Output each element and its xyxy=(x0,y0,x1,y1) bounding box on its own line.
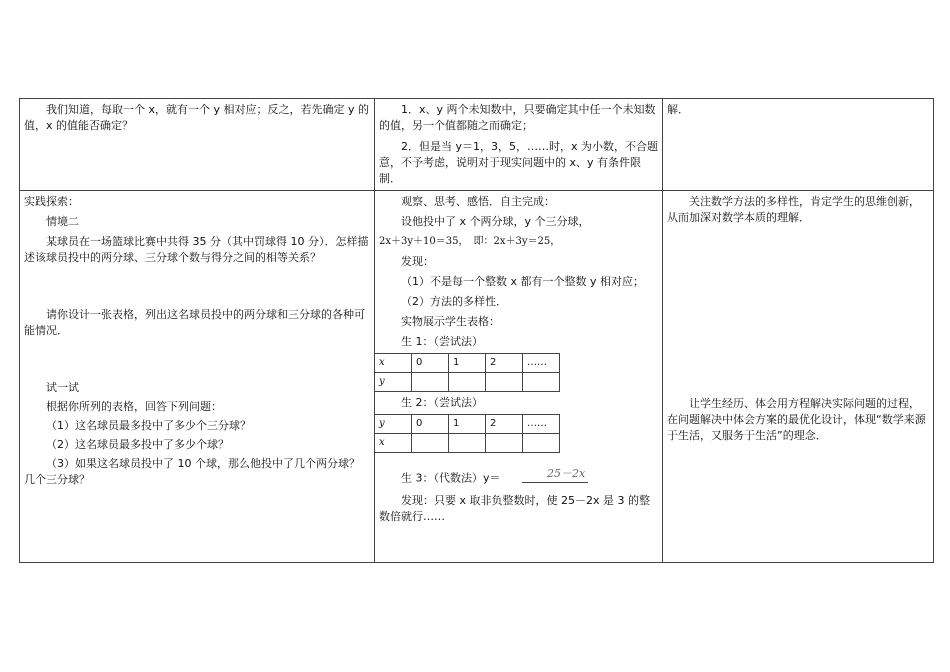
analysis-point-2: 2．但是当 y＝1，3，5，……时，x 为小数，不合题意，不予考虑，说明对于现实问题中的 x、y 有条件限制． xyxy=(379,140,659,185)
intent-paragraph-1: 关注数学方法的多样性，肯定学生的思维创新，从而加深对数学本质的理解． xyxy=(667,195,920,224)
question-2: （2）这名球员最多投中了多少个球？ xyxy=(46,438,229,451)
row2-activity-cell xyxy=(20,191,375,563)
table-cell xyxy=(412,373,449,392)
fraction-numerator: 25－2x xyxy=(522,466,588,483)
table-cell xyxy=(486,373,523,392)
fraction-denominator xyxy=(522,483,588,491)
table-cell xyxy=(486,434,523,453)
row1-intent-cell xyxy=(663,99,934,191)
table-cell: 1 xyxy=(449,415,486,434)
analysis-point-1: 1．x、y 两个未知数中，只要确定其中任一个未知数的值，另一个值都随之而确定； xyxy=(379,103,656,132)
student-3-line xyxy=(379,466,658,491)
finding-2: （2）方法的多样性． xyxy=(401,295,507,308)
table-cell xyxy=(412,434,449,453)
fraction xyxy=(522,466,588,491)
table-cell xyxy=(449,373,486,392)
intent-paragraph-2: 让学生经历、体会用方程解决实际问题的过程，在问题解决中体会方案的最优化设计，体现“数学来源于生活，又服务于生活”的理念． xyxy=(667,397,926,442)
table-cell: y xyxy=(375,373,412,392)
table-cell: x xyxy=(375,354,412,373)
table-cell: y xyxy=(375,415,412,434)
student-2-table-row-1 xyxy=(375,415,560,434)
scenario-title: 情境二 xyxy=(46,215,79,228)
table-cell xyxy=(523,373,560,392)
table-cell: x xyxy=(375,434,412,453)
table-cell xyxy=(449,434,486,453)
try-intro: 根据你所列的表格，回答下列问题： xyxy=(46,400,222,413)
student-2-table xyxy=(374,414,560,453)
table-cell: …… xyxy=(523,354,560,373)
student-1-table-row-2 xyxy=(375,373,560,392)
student-3-label: 生 3：（代数法）y＝ xyxy=(401,471,501,485)
section-heading: 实践探索： xyxy=(24,195,79,208)
finding-1: （1）不是每一个整数 x 都有一个整数 y 相对应； xyxy=(401,275,645,288)
discovery-label: 发现： xyxy=(401,255,434,268)
student-1-table-row-1 xyxy=(375,354,560,373)
table-cell: 0 xyxy=(412,354,449,373)
row2-intent-cell xyxy=(663,191,934,563)
question-3: （3）如果这名球员投中了 10 个球，那么他投中了几个两分球？几个三分球？ xyxy=(24,457,360,486)
table-cell: 1 xyxy=(449,354,486,373)
table-task-text: 请你设计一张表格，列出这名球员投中的两分球和三分球的各种可能情况． xyxy=(24,308,365,337)
observe-text: 观察、思考、感悟．自主完成： xyxy=(401,195,555,208)
row1-analysis-cell xyxy=(375,99,663,191)
table-cell: 0 xyxy=(412,415,449,434)
table-cell: 2 xyxy=(486,415,523,434)
student-2-label: 生 2：（尝试法） xyxy=(401,396,483,409)
table-cell xyxy=(523,434,560,453)
table-cell: …… xyxy=(523,415,560,434)
conclusion-text: 发现：只要 x 取非负整数时，使 25－2x 是 3 的整数倍就行…… xyxy=(379,494,650,523)
table-row-2 xyxy=(20,191,934,563)
try-title: 试一试 xyxy=(46,381,79,394)
intent-text: 解． xyxy=(667,103,689,116)
variables-text: 设他投中了 x 个两分球，y 个三分球， xyxy=(401,215,590,228)
lesson-plan-table xyxy=(19,98,934,563)
table-cell: 2 xyxy=(486,354,523,373)
student-1-table xyxy=(374,353,560,392)
row2-student-work-cell xyxy=(375,191,663,563)
question-1: （1）这名球员最多投中了多少个三分球？ xyxy=(46,419,251,432)
prompt-text: 我们知道，每取一个 x，就有一个 y 相对应；反之，若先确定 y 的值，x 的值能否确定？ xyxy=(24,103,370,132)
student-1-label: 生 1：（尝试法） xyxy=(401,335,483,348)
problem-text: 某球员在一场篮球比赛中共得 35 分（其中罚球得 10 分）．怎样描述该球员投中的两分球、三分球个数与得分之间的相等关系？ xyxy=(24,235,369,264)
student-2-table-row-2 xyxy=(375,434,560,453)
row1-student-prompt-cell xyxy=(20,99,375,191)
table-row-1 xyxy=(20,99,934,191)
show-tables-text: 实物展示学生表格： xyxy=(401,315,500,328)
equation-text: 2x＋3y＋10＝35， 即：2x＋3y＝25， xyxy=(379,236,561,247)
